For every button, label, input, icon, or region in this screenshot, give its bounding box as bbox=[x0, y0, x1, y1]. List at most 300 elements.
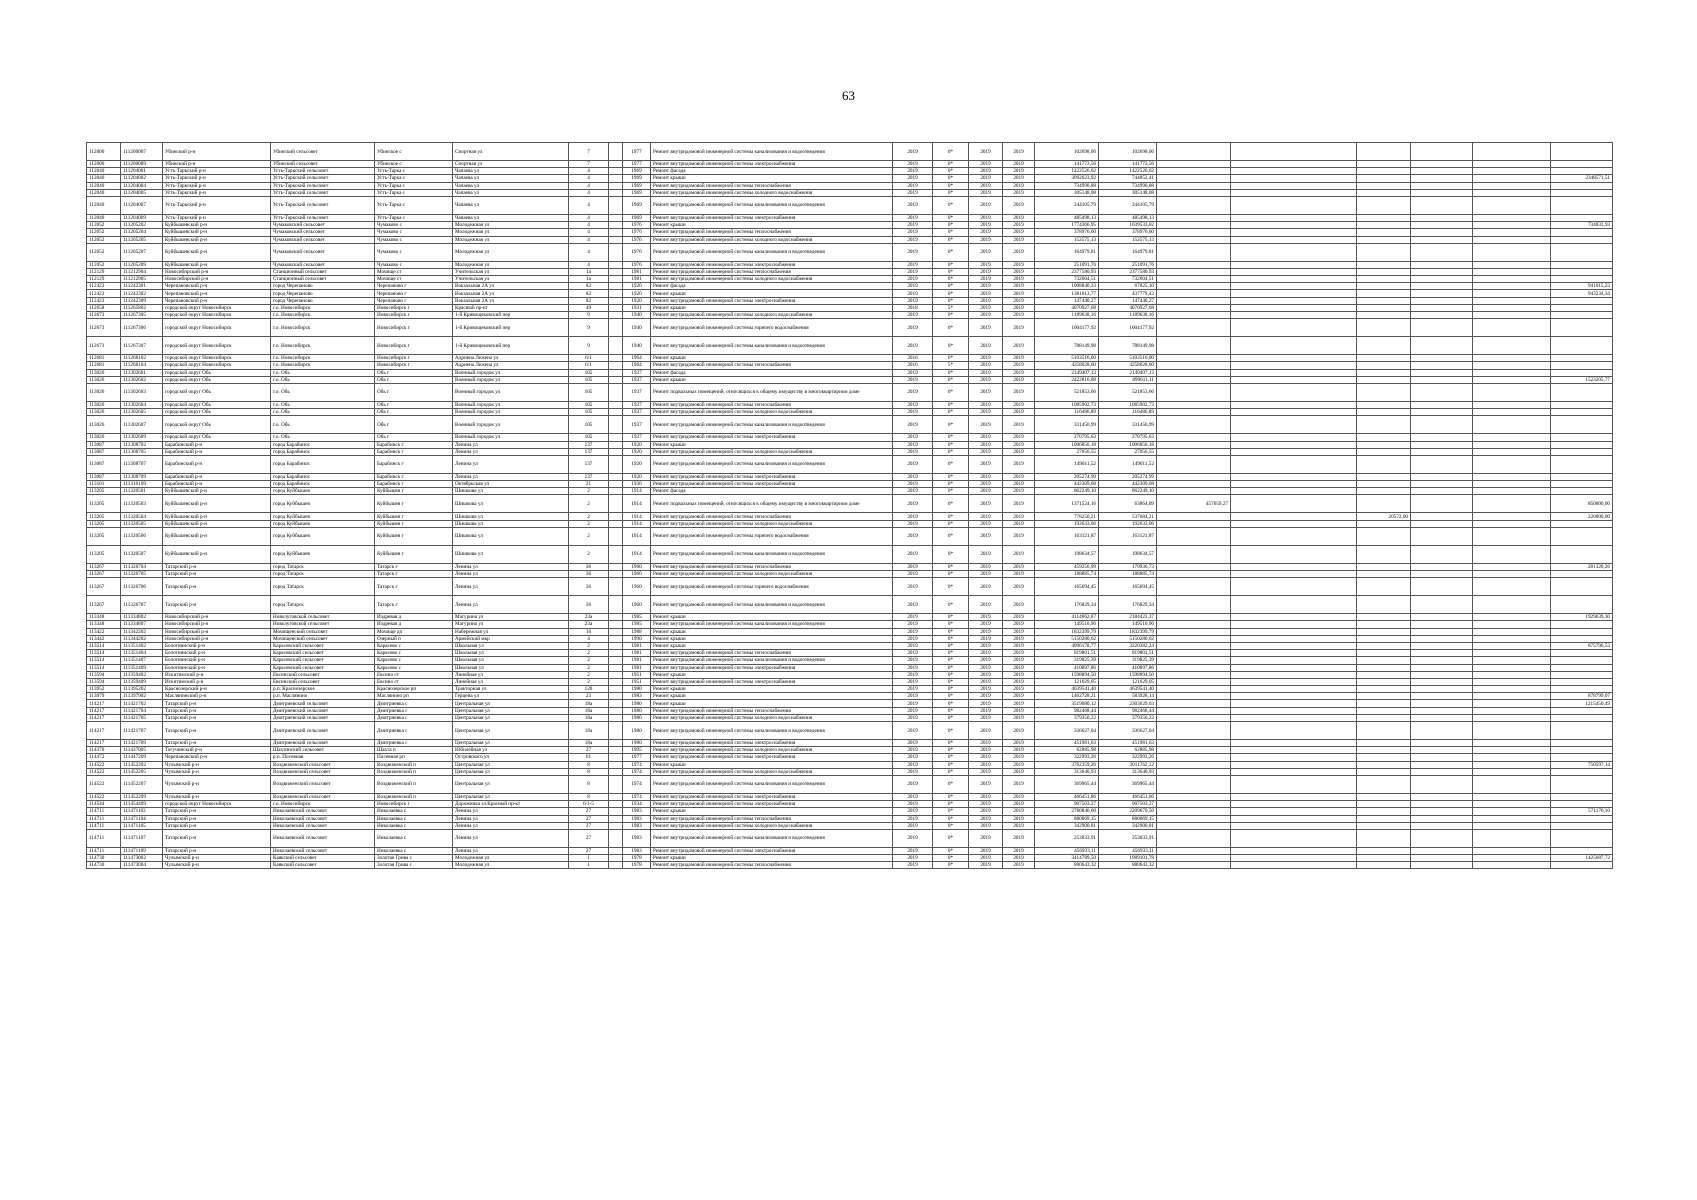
table-cell bbox=[1157, 775, 1231, 793]
table-cell: 111302601 bbox=[121, 369, 163, 376]
table-cell bbox=[1157, 768, 1231, 775]
table-cell: Карасево с bbox=[375, 657, 453, 664]
table-row bbox=[87, 448, 1613, 455]
table-cell: Николаевский сельсовет bbox=[271, 829, 375, 847]
table-cell: 1937 bbox=[623, 383, 651, 401]
table-cell: 2019 bbox=[1003, 815, 1035, 822]
table-cell: 112052 bbox=[87, 236, 121, 243]
table-cell: Краснозерское рп bbox=[375, 686, 453, 693]
table-cell: 2019 bbox=[969, 775, 1003, 793]
table-cell bbox=[609, 362, 623, 369]
table-cell: 521853,66 bbox=[1035, 383, 1099, 401]
table-cell: Усть-Таркский сельсовет bbox=[271, 196, 375, 214]
table-cell bbox=[1411, 628, 1473, 635]
table-cell: 2019 bbox=[1003, 862, 1035, 869]
table-cell: 2019 bbox=[1003, 635, 1035, 642]
table-cell: 2019 bbox=[969, 642, 1003, 649]
table-cell: 4 bbox=[569, 261, 609, 268]
table-row bbox=[87, 276, 1613, 283]
table-cell bbox=[609, 808, 623, 815]
table-cell bbox=[1231, 754, 1357, 761]
table-cell: Ремонт внутридомовой инженерной системы холодного водоснабжения bbox=[651, 189, 893, 196]
table-cell bbox=[1157, 513, 1231, 520]
table-cell: Евсино ст bbox=[375, 678, 453, 685]
table-cell: 880069,15 bbox=[1035, 815, 1099, 822]
table-cell bbox=[1357, 563, 1411, 570]
table-cell bbox=[1551, 168, 1613, 175]
table-cell: Татарск г bbox=[375, 571, 453, 578]
table-cell bbox=[1357, 455, 1411, 473]
table-cell: 2019 bbox=[969, 355, 1003, 362]
table-cell bbox=[1231, 168, 1357, 175]
table-cell: 2019 bbox=[969, 520, 1003, 527]
table-cell bbox=[1551, 664, 1613, 671]
table-cell: Барабинский р-н bbox=[163, 473, 271, 480]
table-cell: г.о. Новосибирск bbox=[271, 801, 375, 808]
table-cell: город Куйбышев bbox=[271, 513, 375, 520]
table-cell: 1980 bbox=[623, 700, 651, 707]
table-row bbox=[87, 815, 1613, 822]
table-cell: 111473004 bbox=[121, 862, 163, 869]
table-row bbox=[87, 614, 1613, 621]
table-cell bbox=[609, 628, 623, 635]
table-cell bbox=[1231, 448, 1357, 455]
table-cell: 18а bbox=[569, 714, 609, 721]
table-cell bbox=[1157, 596, 1231, 614]
table-cell bbox=[1157, 168, 1231, 175]
table-cell: Ремонт внутридомовой инженерной системы теплоснабжения bbox=[651, 862, 893, 869]
table-cell: Дорожника зл.Красный пр-кт bbox=[453, 801, 569, 808]
table-cell bbox=[1411, 808, 1473, 815]
table-cell bbox=[1411, 369, 1473, 376]
table-cell bbox=[1157, 376, 1231, 383]
table-cell: 2019 bbox=[893, 416, 933, 434]
table-cell bbox=[1411, 473, 1473, 480]
table-cell: 111204001 bbox=[121, 168, 163, 175]
table-cell: Шишкова ул bbox=[453, 545, 569, 563]
table-cell: 111302604 bbox=[121, 401, 163, 408]
table-cell: 379350,22 bbox=[1035, 714, 1099, 721]
table-cell: Посевная рп bbox=[375, 754, 453, 761]
table-cell: Ленина ул bbox=[453, 578, 569, 596]
table-cell bbox=[1411, 768, 1473, 775]
table-row bbox=[87, 222, 1613, 229]
table-cell bbox=[1551, 578, 1613, 596]
table-cell: 6/1 bbox=[569, 362, 609, 369]
table-cell: 111421704 bbox=[121, 707, 163, 714]
table-cell bbox=[1157, 355, 1231, 362]
table-cell: 2019 bbox=[969, 229, 1003, 236]
table-cell bbox=[1157, 822, 1231, 829]
table-cell: 2019 bbox=[969, 168, 1003, 175]
table-cell: 2019 bbox=[893, 707, 933, 714]
table-cell bbox=[1473, 473, 1551, 480]
table-cell: 788149,98 bbox=[1035, 337, 1099, 355]
table-cell bbox=[1357, 196, 1411, 214]
table-cell: город Барабинск bbox=[271, 481, 375, 488]
table-cell bbox=[609, 416, 623, 434]
table-cell: Ленина ул bbox=[453, 847, 569, 854]
table-cell: Ремонт крыши bbox=[651, 222, 893, 229]
table-cell: 2019 bbox=[969, 143, 1003, 161]
table-cell: 2019 bbox=[893, 182, 933, 189]
table-cell: Станционный сельсовет bbox=[271, 268, 375, 275]
table-cell: 2019 bbox=[1003, 775, 1035, 793]
table-cell: 331456,99 bbox=[1099, 416, 1157, 434]
table-cell bbox=[1157, 175, 1231, 182]
table-cell: Линейная ул bbox=[453, 678, 569, 685]
table-cell: 2019 bbox=[1003, 196, 1035, 214]
table-cell bbox=[1357, 700, 1411, 707]
table-cell bbox=[1357, 383, 1411, 401]
table-cell: 2209670,50 bbox=[1099, 808, 1157, 815]
table-cell: Линейная ул bbox=[453, 671, 569, 678]
table-cell: городской округ Обь bbox=[163, 416, 271, 434]
table-cell: 2019 bbox=[969, 473, 1003, 480]
table-cell: 111397902 bbox=[121, 693, 163, 700]
table-cell: Новосибирский р-н bbox=[163, 628, 271, 635]
table-cell bbox=[1231, 455, 1357, 473]
table-cell: Ремонт внутридомовой инженерной системы холодного водоснабжения bbox=[651, 520, 893, 527]
table-cell: 0* bbox=[933, 571, 969, 578]
table-cell bbox=[609, 847, 623, 854]
table-cell: Ремонт крыши bbox=[651, 671, 893, 678]
table-cell bbox=[1411, 376, 1473, 383]
table-cell: Болотнинский р-н bbox=[163, 650, 271, 657]
table-cell: 2019 bbox=[1003, 168, 1035, 175]
table-cell bbox=[609, 740, 623, 747]
table-row bbox=[87, 182, 1613, 189]
table-cell: 2019 bbox=[1003, 578, 1035, 596]
table-cell: Куйбышев г bbox=[375, 495, 453, 513]
table-cell bbox=[1357, 214, 1411, 221]
table-cell: Молодежная ул bbox=[453, 862, 569, 869]
table-cell: Ремонт внутридомовой инженерной системы электроснабжения bbox=[651, 297, 893, 304]
table-cell bbox=[1411, 337, 1473, 355]
table-cell: 2019 bbox=[1003, 847, 1035, 854]
table-row bbox=[87, 578, 1613, 596]
table-cell: Николаевский сельсовет bbox=[271, 808, 375, 815]
table-cell: 2019 bbox=[1003, 596, 1035, 614]
table-row bbox=[87, 847, 1613, 854]
table-cell: 21 bbox=[569, 481, 609, 488]
table-cell: 1931 bbox=[623, 304, 651, 311]
table-cell: 113087 bbox=[87, 455, 121, 473]
table-cell: 0* bbox=[933, 621, 969, 628]
table-cell: 114217 bbox=[87, 722, 121, 740]
table-cell bbox=[1473, 822, 1551, 829]
table-cell bbox=[1231, 312, 1357, 319]
table-cell: Новосибирск г bbox=[375, 337, 453, 355]
table-cell: Красный пр-кт bbox=[453, 304, 569, 311]
table-cell: 4639541,40 bbox=[1099, 686, 1157, 693]
capital-repair-table bbox=[86, 142, 1612, 869]
table-cell: Воздвиженский п bbox=[375, 761, 453, 768]
table-cell: Ремонт крыши bbox=[651, 700, 893, 707]
table-cell: 2019 bbox=[969, 161, 1003, 168]
table-cell: 2019 bbox=[893, 448, 933, 455]
table-cell bbox=[1411, 678, 1473, 685]
table-cell: 2019 bbox=[969, 290, 1003, 297]
table-cell: 1215450,49 bbox=[1551, 700, 1613, 707]
table-cell: 2019 bbox=[1003, 312, 1035, 319]
table-cell: 2019 bbox=[969, 862, 1003, 869]
table-cell: 2019 bbox=[1003, 754, 1035, 761]
table-cell: 1937 bbox=[623, 401, 651, 408]
table-row bbox=[87, 175, 1613, 182]
table-cell: 2019 bbox=[893, 319, 933, 337]
table-cell: 1920 bbox=[623, 283, 651, 290]
table-cell: 1937 bbox=[623, 409, 651, 416]
table-cell: Ремонт внутридомовой инженерной системы электроснабжения bbox=[651, 740, 893, 747]
table-cell: 4258028,60 bbox=[1035, 362, 1099, 369]
table-cell bbox=[1473, 337, 1551, 355]
table-cell bbox=[1551, 161, 1613, 168]
table-cell: 1964 bbox=[623, 355, 651, 362]
table-cell bbox=[1231, 628, 1357, 635]
table-cell: 2019 bbox=[1003, 481, 1035, 488]
table-cell: Куйбышев г bbox=[375, 527, 453, 545]
table-cell: 2019 bbox=[1003, 290, 1035, 297]
table-cell bbox=[1231, 563, 1357, 570]
table-cell bbox=[1473, 520, 1551, 527]
table-cell bbox=[1157, 747, 1231, 754]
table-cell: городской округ Обь bbox=[163, 376, 271, 383]
table-cell: 319825,39 bbox=[1099, 657, 1157, 664]
table-cell: Черепановский р-н bbox=[163, 297, 271, 304]
table-cell: Чулымский р-н bbox=[163, 862, 271, 869]
table-cell bbox=[1411, 520, 1473, 527]
table-cell bbox=[1231, 808, 1357, 815]
table-cell: 8 bbox=[569, 761, 609, 768]
table-cell bbox=[1473, 747, 1551, 754]
table-cell bbox=[1551, 722, 1613, 740]
table-cell bbox=[1473, 222, 1551, 229]
table-cell: Издревая д bbox=[375, 614, 453, 621]
table-cell: 112040 bbox=[87, 182, 121, 189]
table-cell: 2019 bbox=[1003, 409, 1035, 416]
table-cell: 2019 bbox=[1003, 571, 1035, 578]
table-cell: 1951 bbox=[623, 671, 651, 678]
table-cell: Ремонт внутридомовой инженерной системы канализования и водоотведения bbox=[651, 775, 893, 793]
table-cell bbox=[1231, 369, 1357, 376]
table-cell: 152575,13 bbox=[1035, 236, 1099, 243]
table-cell: 1914 bbox=[623, 545, 651, 563]
table-cell: 1832399,79 bbox=[1035, 628, 1099, 635]
table-cell: 0* bbox=[933, 319, 969, 337]
table-cell: Барабинск г bbox=[375, 448, 453, 455]
table-cell: город Черепаново bbox=[271, 290, 375, 297]
table-cell bbox=[1231, 337, 1357, 355]
table-cell: 2019 bbox=[969, 768, 1003, 775]
table-row bbox=[87, 829, 1613, 847]
table-cell: Маслянино рп bbox=[375, 693, 453, 700]
table-cell: 1974 bbox=[623, 761, 651, 768]
table-cell: 2348571,51 bbox=[1551, 175, 1613, 182]
table-cell: Барабинский р-н bbox=[163, 441, 271, 448]
table-cell: 1983 bbox=[623, 693, 651, 700]
table-cell bbox=[1411, 488, 1473, 495]
table-cell: Болотнинский р-н bbox=[163, 664, 271, 671]
table-cell: 750597,14 bbox=[1551, 761, 1613, 768]
table-cell bbox=[1357, 312, 1411, 319]
table-cell: 0* bbox=[933, 563, 969, 570]
table-row bbox=[87, 161, 1613, 168]
table-cell bbox=[1473, 175, 1551, 182]
table-cell: 2019 bbox=[969, 401, 1003, 408]
table-cell bbox=[1551, 793, 1613, 800]
table-cell bbox=[609, 761, 623, 768]
table-cell bbox=[1231, 693, 1357, 700]
table-cell: 319825,39 bbox=[1035, 657, 1099, 664]
table-cell: 2019 bbox=[969, 409, 1003, 416]
table-cell: 1969 bbox=[623, 168, 651, 175]
table-cell bbox=[1411, 847, 1473, 854]
table-cell bbox=[1231, 434, 1357, 441]
table-cell: Черепановский р-н bbox=[163, 754, 271, 761]
table-cell: 2016 bbox=[893, 362, 933, 369]
table-cell bbox=[1357, 161, 1411, 168]
table-cell: 163121,87 bbox=[1099, 527, 1157, 545]
table-cell: Дмитриевка с bbox=[375, 722, 453, 740]
table-cell bbox=[609, 337, 623, 355]
table-cell: 111308702 bbox=[121, 441, 163, 448]
table-row bbox=[87, 793, 1613, 800]
table-cell: 111351409 bbox=[121, 664, 163, 671]
table-cell: Ремонт внутридомовой инженерной системы канализования и водоотведения bbox=[651, 722, 893, 740]
table-cell: Дмитриевский сельсовет bbox=[271, 700, 375, 707]
table-cell: 253033,91 bbox=[1035, 829, 1099, 847]
table-cell: Татарский р-н bbox=[163, 563, 271, 570]
table-cell bbox=[1157, 161, 1231, 168]
table-cell bbox=[609, 473, 623, 480]
table-cell: 111471107 bbox=[121, 829, 163, 847]
table-cell bbox=[609, 596, 623, 614]
table-cell bbox=[1551, 383, 1613, 401]
table-cell bbox=[1411, 175, 1473, 182]
table-cell: Убинский сельсовет bbox=[271, 143, 375, 161]
table-cell bbox=[1157, 337, 1231, 355]
table-cell: 111302609 bbox=[121, 434, 163, 441]
table-cell: 2019 bbox=[893, 236, 933, 243]
table-cell: 113087 bbox=[87, 441, 121, 448]
table-cell bbox=[1231, 290, 1357, 297]
table-cell: 149510,96 bbox=[1099, 621, 1157, 628]
table-cell bbox=[1411, 722, 1473, 740]
table-cell: 2019 bbox=[1003, 657, 1035, 664]
page-number: 63 bbox=[842, 88, 855, 103]
table-cell bbox=[1411, 686, 1473, 693]
table-cell: 112040 bbox=[87, 175, 121, 182]
table-cell: Ленина ул bbox=[453, 815, 569, 822]
table-cell bbox=[609, 862, 623, 869]
table-cell: 2019 bbox=[969, 740, 1003, 747]
table-cell bbox=[609, 815, 623, 822]
table-cell: 270795,63 bbox=[1035, 434, 1099, 441]
table-cell bbox=[609, 143, 623, 161]
table-cell: Убинский р-н bbox=[163, 161, 271, 168]
table-cell: 2019 bbox=[893, 642, 933, 649]
table-cell: 114730 bbox=[87, 862, 121, 869]
table-cell: 1920 bbox=[623, 448, 651, 455]
table-cell: город Барабинск bbox=[271, 455, 375, 473]
table-cell: Чапаева ул bbox=[453, 214, 569, 221]
table-cell: Воздвиженский п bbox=[375, 793, 453, 800]
table-cell: Ремонт крыши bbox=[651, 290, 893, 297]
table-cell: Ремонт внутридомовой инженерной системы холодного водоснабжения bbox=[651, 276, 893, 283]
table-cell: Новосибирск г bbox=[375, 304, 453, 311]
table-row bbox=[87, 642, 1613, 649]
table-cell: 2019 bbox=[893, 513, 933, 520]
table-cell bbox=[1473, 236, 1551, 243]
table-cell: Куйбышев г bbox=[375, 513, 453, 520]
table-cell: 1832399,79 bbox=[1099, 628, 1157, 635]
table-cell bbox=[609, 495, 623, 513]
table-cell bbox=[1157, 416, 1231, 434]
table-cell: Барабинский р-н bbox=[163, 481, 271, 488]
table-cell: 112040 bbox=[87, 189, 121, 196]
table-cell bbox=[1231, 513, 1357, 520]
table-cell: Ремонт фасада bbox=[651, 369, 893, 376]
table-cell: 0* bbox=[933, 182, 969, 189]
table-cell bbox=[1231, 182, 1357, 189]
table-cell: 943234,34 bbox=[1551, 290, 1613, 297]
table-cell bbox=[1551, 473, 1613, 480]
table-cell bbox=[609, 222, 623, 229]
table-cell: Барабинск г bbox=[375, 473, 453, 480]
table-cell: 0* bbox=[933, 693, 969, 700]
table-cell bbox=[1411, 754, 1473, 761]
table-cell: 2019 bbox=[1003, 283, 1035, 290]
table-cell: 0* bbox=[933, 441, 969, 448]
table-cell bbox=[1157, 847, 1231, 854]
table-cell bbox=[609, 448, 623, 455]
table-cell bbox=[1157, 434, 1231, 441]
table-cell: Чапаева ул bbox=[453, 175, 569, 182]
table-cell: 0* bbox=[933, 650, 969, 657]
table-cell: 1980 bbox=[623, 740, 651, 747]
table-cell bbox=[1231, 214, 1357, 221]
table-cell: 819801,51 bbox=[1099, 650, 1157, 657]
table-cell: Куйбышевский р-н bbox=[163, 229, 271, 236]
table-cell: 1598894,50 bbox=[1035, 671, 1099, 678]
table-cell: город Татарск bbox=[271, 596, 375, 614]
table-row bbox=[87, 416, 1613, 434]
table-cell: город Барабинск bbox=[271, 441, 375, 448]
table-cell: 442309,68 bbox=[1035, 481, 1099, 488]
table-cell bbox=[1411, 161, 1473, 168]
table-cell: 2019 bbox=[969, 707, 1003, 714]
table-cell bbox=[1357, 855, 1411, 862]
table-cell bbox=[609, 578, 623, 596]
table-cell bbox=[609, 182, 623, 189]
table-cell bbox=[1357, 434, 1411, 441]
table-cell: 5150280,62 bbox=[1035, 635, 1099, 642]
table-cell: 16 bbox=[569, 628, 609, 635]
table-cell: 2019 bbox=[969, 563, 1003, 570]
table-cell: 111471102 bbox=[121, 808, 163, 815]
table-cell: 2019 bbox=[893, 168, 933, 175]
table-cell: Черепаново г bbox=[375, 290, 453, 297]
table-cell: 2019 bbox=[969, 182, 1003, 189]
table-cell bbox=[1157, 312, 1231, 319]
table-cell: Новосибирск г bbox=[375, 362, 453, 369]
table-cell: Усть-Таркский р-н bbox=[163, 189, 271, 196]
table-cell: 0* bbox=[933, 312, 969, 319]
table-cell bbox=[1357, 657, 1411, 664]
table-cell: 466451,86 bbox=[1035, 793, 1099, 800]
table-cell bbox=[1357, 268, 1411, 275]
